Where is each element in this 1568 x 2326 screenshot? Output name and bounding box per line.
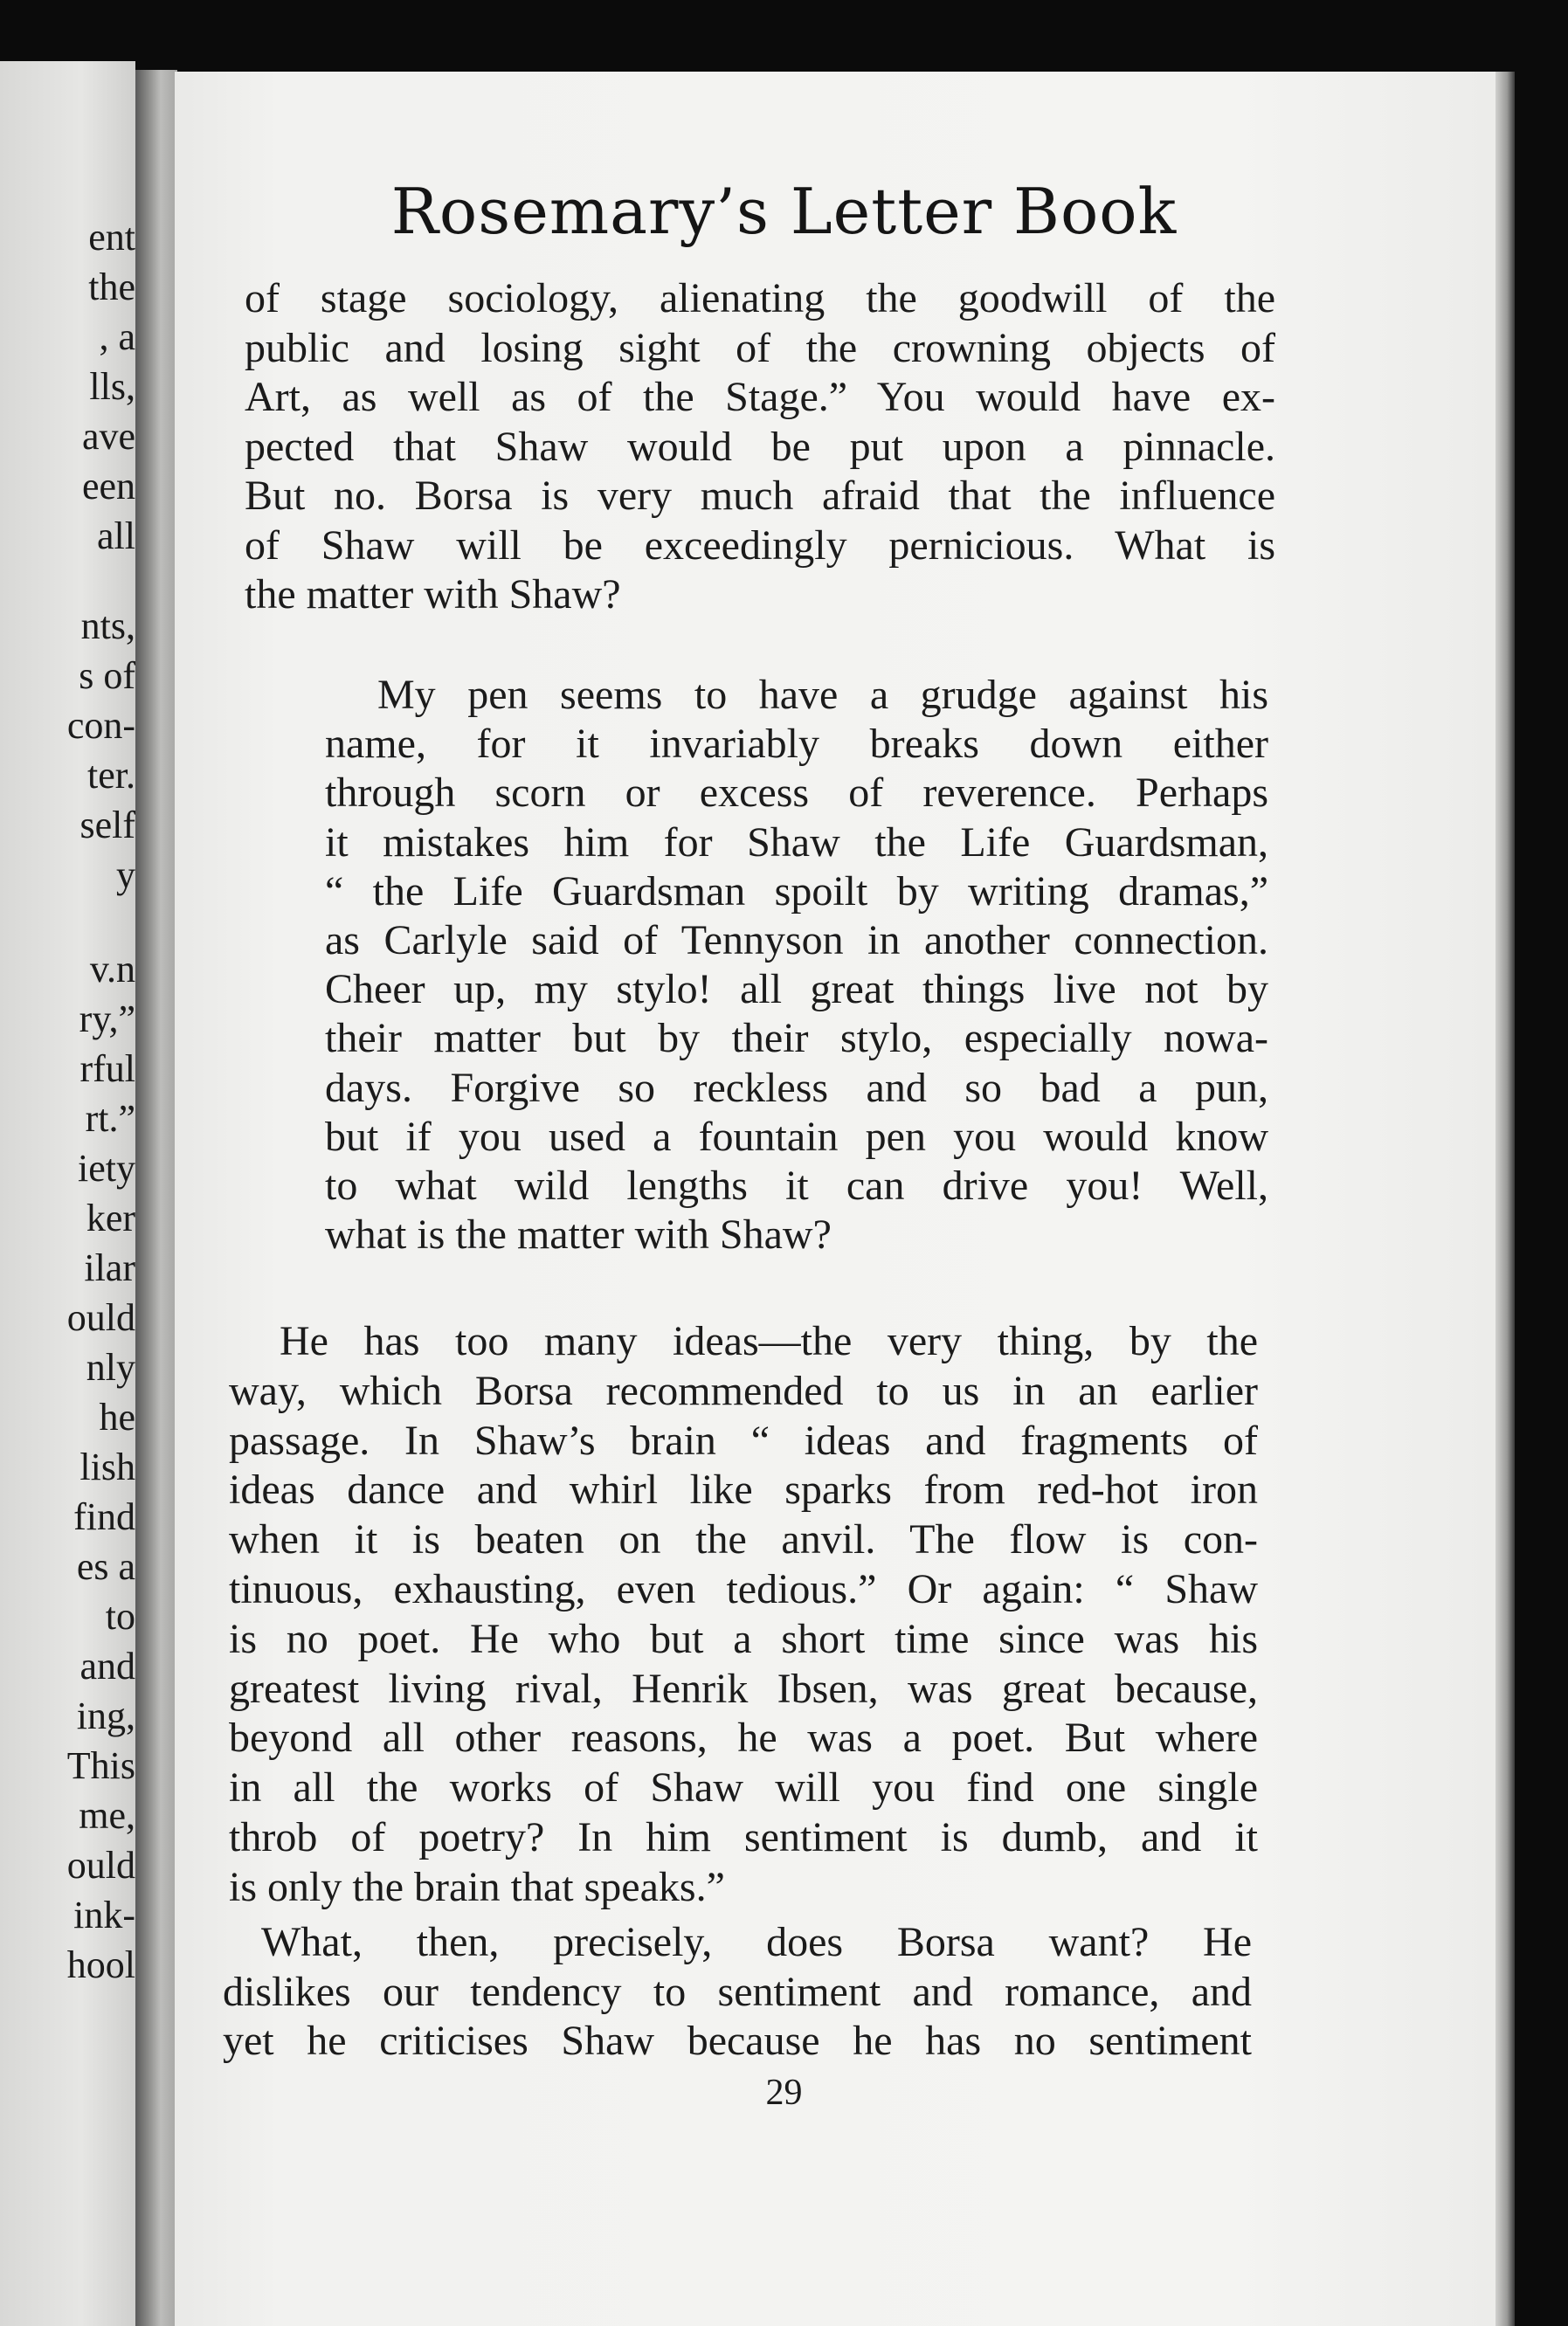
text-line: public and losing sight of the crowning objects of [245, 324, 1275, 371]
text-line: But no. Borsa is very much afraid that the influence [245, 473, 1275, 519]
left-page-fragment: ave [81, 415, 135, 458]
text-line: ideas dance and whirl like sparks from red-hot iron [229, 1467, 1258, 1514]
left-page-fragment: nts, [80, 604, 135, 647]
left-page-fragment: the [88, 266, 135, 308]
text-line: What, then, precisely, does Borsa want? He [261, 1919, 1252, 1965]
text-line: is only the brain that speaks.” [229, 1863, 725, 1910]
text-line: dislikes our tendency to sentiment and romance, and [223, 1968, 1252, 2015]
left-page-fragment: v.n [89, 948, 135, 990]
text-line: passage. In Shaw’s brain “ ideas and fragments of [229, 1417, 1258, 1464]
book-gutter [135, 70, 177, 2326]
left-page-fragment: hool [66, 1943, 135, 1986]
left-page-fragment: s of [79, 654, 135, 697]
left-page-fragment: ink- [73, 1894, 135, 1936]
left-page-fragment: ter. [87, 754, 135, 797]
text-line: My pen seems to have a grudge against his [377, 672, 1268, 718]
text-line: throb of poetry? In him sentiment is dumb, and it [229, 1814, 1258, 1860]
left-facing-page [0, 61, 135, 2326]
left-page-fragment: y [116, 853, 135, 896]
text-line: beyond all other reasons, he was a poet. But where [229, 1715, 1258, 1762]
left-page-fragment: ing, [76, 1694, 135, 1737]
left-page-fragment: es a [76, 1545, 135, 1588]
text-line: days. Forgive so reckless and so bad a pun, [325, 1064, 1268, 1111]
text-line: greatest living rival, Henrik Ibsen, was great because, [229, 1665, 1258, 1712]
left-page-fragment: all [97, 514, 135, 557]
left-page-fragment: nly [86, 1346, 135, 1389]
text-line: their matter but by their stylo, especially nowa- [325, 1015, 1268, 1062]
text-line: Cheer up, my stylo! all great things live not by [325, 966, 1268, 1013]
text-line: of stage sociology, alienating the goodwill of the [245, 275, 1275, 321]
text-line: as Carlyle said of Tennyson in another connection. [325, 917, 1268, 963]
left-page-fragment: een [81, 465, 135, 507]
left-page-fragment: he [99, 1396, 135, 1439]
text-line: is no poet. He who but a short time since was his [229, 1615, 1258, 1662]
text-line: way, which Borsa recommended to us in an earlier [229, 1367, 1258, 1414]
page-right-edge [1495, 72, 1515, 2326]
left-page-fragment: ent [88, 216, 135, 259]
text-line: “ the Life Guardsman spoilt by writing dramas,” [325, 867, 1268, 915]
left-page-fragment: me, [79, 1794, 135, 1837]
text-line: when it is beaten on the anvil. The flow is con- [229, 1516, 1258, 1563]
left-page-fragment: rt.” [85, 1097, 135, 1140]
text-line: tinuous, exhausting, even tedious.” Or again: “ Shaw [229, 1566, 1258, 1612]
left-page-fragment: , a [99, 315, 135, 358]
page-number: 29 [765, 2073, 803, 2113]
left-page-fragment: ould [66, 1296, 135, 1339]
text-line: yet he criticises Shaw because he has no sentiment [223, 2018, 1252, 2064]
text-line: what is the matter with Shaw? [325, 1211, 832, 1259]
text-line: to what wild lengths it can drive you! Well, [325, 1163, 1268, 1209]
left-page-fragment: ry,” [79, 997, 135, 1040]
text-line: through scorn or excess of reverence. Perhaps [325, 770, 1268, 817]
text-line: the matter with Shaw? [245, 571, 621, 618]
left-page-fragment: ilar [84, 1246, 135, 1289]
text-line: pected that Shaw would be put upon a pinnacle. [245, 423, 1275, 470]
text-line: but if you used a fountain pen you would know [325, 1113, 1268, 1160]
left-page-fragment: ould [66, 1844, 135, 1887]
left-page-fragment: and [79, 1645, 135, 1688]
text-line: He has too many ideas—the very thing, by the [280, 1318, 1258, 1364]
running-head: Rosemary’s Letter Book [390, 175, 1178, 248]
left-page-fragment: con- [66, 704, 135, 747]
text-line: name, for it invariably breaks down either [325, 721, 1268, 768]
left-page-fragment: to [105, 1595, 135, 1638]
left-page-fragment: ker [86, 1197, 135, 1239]
left-page-fragment: lls, [89, 365, 135, 408]
text-line: it mistakes him for Shaw the Life Guardsman, [325, 818, 1268, 866]
left-page-fragment: lish [79, 1446, 135, 1488]
text-line: Art, as well as of the Stage.” You would have ex- [245, 374, 1275, 420]
left-page-fragment: This [66, 1744, 135, 1787]
left-page-fragment: iety [78, 1147, 135, 1190]
text-line: of Shaw will be exceedingly pernicious. What is [245, 521, 1275, 569]
left-page-fragment: find [73, 1495, 135, 1538]
text-line: in all the works of Shaw will you find one single [229, 1764, 1258, 1812]
left-page-fragment: self [79, 804, 135, 846]
left-page-fragment: rful [79, 1047, 135, 1090]
